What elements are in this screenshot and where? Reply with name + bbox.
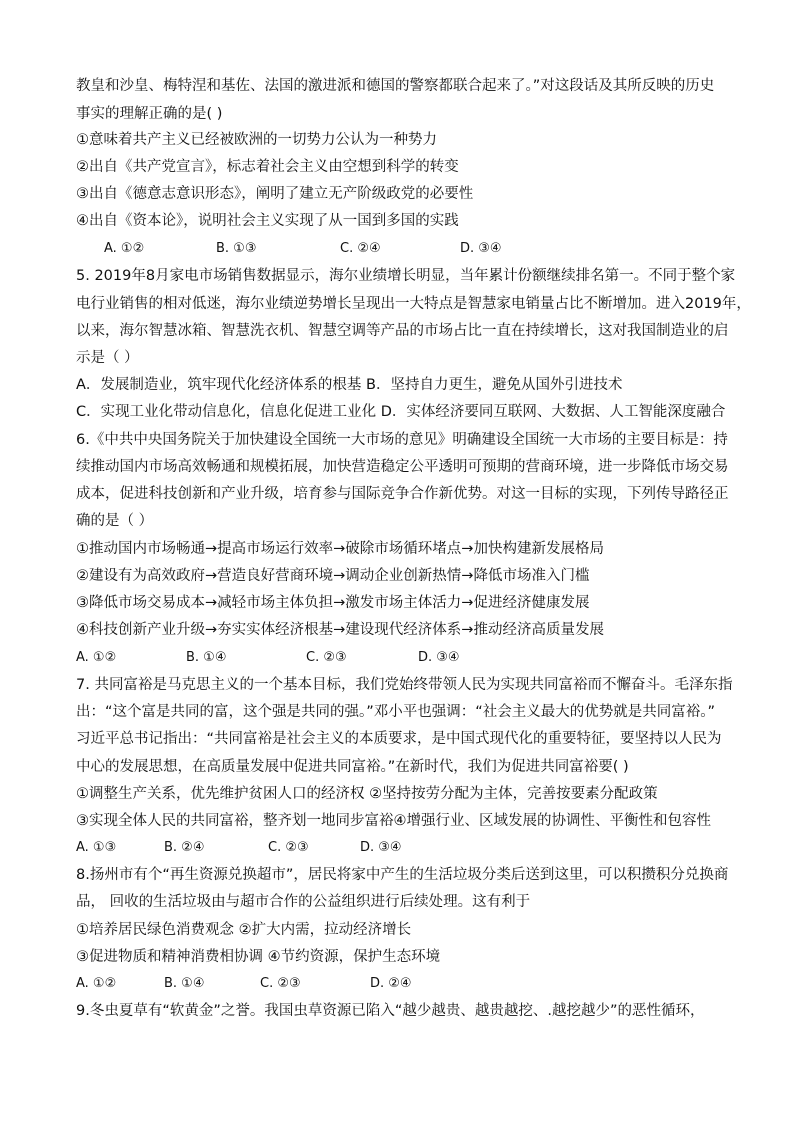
option-a: A. ①② (76, 650, 117, 665)
text-line: 6.《中共中央国务院关于加快建设全国统一大市场的意见》明确建设全国统一大市场的主要目标是：持 (76, 432, 728, 448)
option-b: B. ①③ (216, 241, 257, 256)
text-line: ①培养居民绿色消费观念 ②扩大内需，拉动经济增长 (76, 922, 412, 938)
option-d: D. ③④ (460, 241, 502, 256)
text-line: ②建设有为高效政府→营造良好营商环境→调动企业创新热情→降低市场准入门槛 (76, 568, 590, 584)
text-line: ③实现全体人民的共同富裕，整齐划一地同步富裕④增强行业、区域发展的协调性、平衡性和包容性 (76, 813, 711, 829)
text-line: 成本，促进科技创新和产业升级，培育参与国际竞争合作新优势。对这一目标的实现，下列传导路径正 (76, 486, 729, 502)
text-line: 电行业销售的相对低迷，海尔业绩逆势增长呈现出一大特点是智慧家电销量占比不断增加。进入2019年， (76, 296, 751, 312)
text-line: 续推动国内市场高效畅通和规模拓展，加快营造稳定公平透明可预期的营商环境，进一步降低市场交易 (76, 459, 729, 475)
text-line: 出：“这个富是共同的富，这个强是共同的强。”邓小平也强调：“社会主义最大的优势就是共同富裕。” (76, 704, 716, 720)
text-line: 习近平总书记指出：“共同富裕是社会主义的本质要求，是中国式现代化的重要特征，要坚持以人民为 (76, 731, 722, 747)
text-line: ①意味着共产主义已经被欧洲的一切势力公认为一种势力 (76, 132, 437, 148)
text-line: ④科技创新产业升级→夯实实体经济根基→建设现代经济体系→推动经济高质量发展 (76, 622, 604, 638)
text-line: ③出自《德意志意识形态》，阐明了建立无产阶级政党的必要性 (76, 186, 474, 202)
option-c: C. ②④ (340, 241, 381, 256)
text-line: ④出自《资本论》，说明社会主义实现了从一国到多国的实践 (76, 213, 459, 229)
option-a: A. ①② (104, 241, 145, 256)
text-line: 7. 共同富裕是马克思主义的一个基本目标，我们党始终带领人民为实现共同富裕而不懈奋斗。毛泽东指 (76, 677, 733, 693)
text-line: ③促进物质和精神消费相协调 ④节约资源，保护生态环境 (76, 949, 441, 965)
option-b: B. ①④ (164, 976, 205, 991)
option-c: C. ②③ (268, 840, 309, 855)
option-d: D. ③④ (360, 840, 402, 855)
text-line: 事实的理解正确的是( ) (76, 106, 223, 122)
text-line: 8.扬州市有个“再生资源兑换超市”，居民将家中产生的生活垃圾分类后送到这里，可以积攒积分兑换商 (76, 867, 729, 883)
text-line: ①调整生产关系，优先维护贫困人口的经济权 ②坚持按劳分配为主体，完善按要素分配政策 (76, 786, 658, 802)
option-a: A. ①② (76, 976, 117, 991)
text-line: ①推动国内市场畅通→提高市场运行效率→破除市场循环堵点→加快构建新发展格局 (76, 541, 604, 557)
text-line: 以来，海尔智慧冰箱、智慧洗衣机、智慧空调等产品的市场占比一直在持续增长，这对我国制造业的启 (76, 323, 729, 339)
option-c: C. ②③ (260, 976, 301, 991)
text-line: A．发展制造业，筑牢现代化经济体系的根基 B．坚持自力更生，避免从国外引进技术 (76, 377, 623, 393)
text-line: ③降低市场交易成本→减轻市场主体负担→激发市场主体活力→促进经济健康发展 (76, 595, 590, 611)
option-d: D. ②④ (370, 976, 412, 991)
option-b: B. ②④ (164, 840, 205, 855)
text-line: 中心的发展思想，在高质量发展中促进共同富裕。”在新时代，我们为促进共同富裕要( ) (76, 759, 629, 775)
text-line: 5. 2019年8月家电市场销售数据显示，海尔业绩增长明显，当年累计份额继续排名第一。不同于整个家 (76, 268, 736, 284)
option-a: A. ①③ (76, 840, 117, 855)
option-b: B. ①④ (186, 650, 227, 665)
text-line: 9.冬虫夏草有“软黄金”之誉。我国虫草资源已陷入“越少越贵、越贵越挖、.越挖越少”的恶性循环， (76, 1003, 705, 1019)
text-line: 确的是（ ） (76, 513, 154, 529)
text-line: ②出自《共产党宣言》，标志着社会主义由空想到科学的转变 (76, 159, 459, 175)
text-line: 教皇和沙皇、梅特涅和基佐、法国的激进派和德国的警察都联合起来了。”对这段话及其所反映的历史 (76, 78, 715, 94)
text-line: C．实现工业化带动信息化，信息化促进工业化 D．实体经济要同互联网、大数据、人工智能深度融合 (76, 404, 726, 420)
text-line: 品， 回收的生活垃圾由与超市合作的公益组织进行后续处理。这有利于 (76, 894, 531, 910)
text-line: 示是（ ） (76, 350, 139, 366)
option-c: C. ②③ (306, 650, 347, 665)
option-d: D. ③④ (418, 650, 460, 665)
